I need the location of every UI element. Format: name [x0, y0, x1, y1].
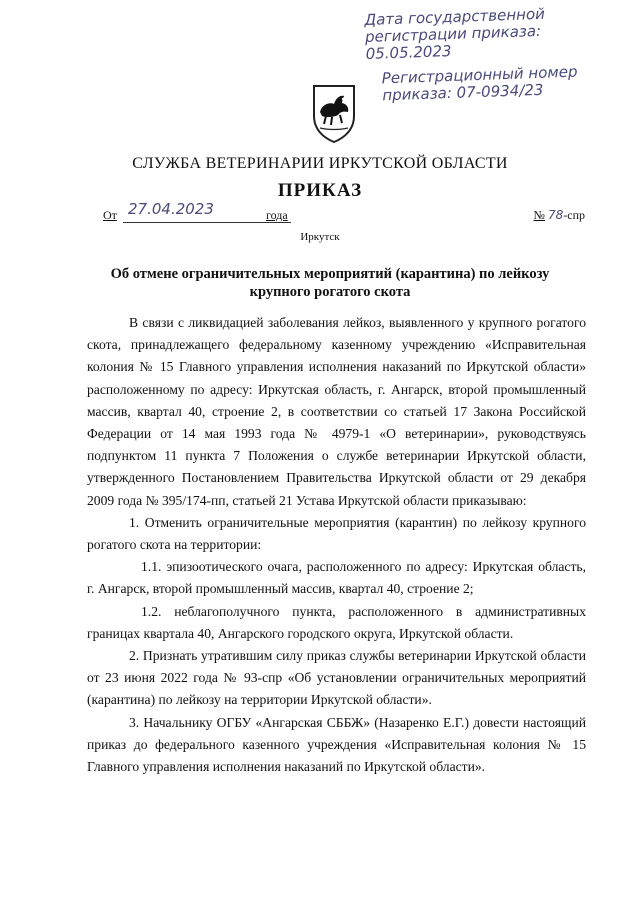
handwritten-line: регистрации приказа:	[364, 21, 542, 47]
order-item-1: 1. Отменить ограничительные мероприятия (карантин) по лейкозу крупного рогатого скота на территории:	[87, 514, 586, 553]
order-item-3: 3. Начальнику ОГБУ «Ангарская СББЖ» (Назаренко Е.Г.) довести настоящий приказ до федерального казенного учреждения «Исправительная колония № 15 Главного управления исполнения наказаний по Иркутской области».	[87, 714, 586, 775]
number-suffix: -спр	[563, 208, 585, 222]
handwritten-line: Дата государственной	[364, 4, 546, 30]
preamble-paragraph: В связи с ликвидацией заболевания лейкоз, выявленного у крупного рогатого скота, принадлежащего федеральному казенному учреждению «Исправительная колония № 15 Главного управления исполнения наказаний по Иркутской области» расположенному по адресу: Иркутская область, г. Ангарск, второй промышленный массив, квартал 40, строение 2, в соответствии со статьей 17 Закона Российской Федерации от 14 мая 1993 года № 4979-1 «О ветеринарии», руководствуясь подпунктом 11 пункта 7 Положения о службе ветеринарии Иркутской области, утвержденного Постановлением Правительства Иркутской области от 29 декабря 2009 года № 395/174-пп, статьей 21 Устава Иркутской области приказываю:	[87, 315, 586, 508]
handwritten-registration-date	[364, 4, 596, 63]
handwritten-number: 78	[547, 208, 564, 222]
from-label: От	[103, 208, 117, 222]
order-subject: Об отмене ограничительных мероприятий (карантина) по лейкозу крупного рогатого скота	[110, 266, 550, 300]
handwritten-line: приказа: 07-0934/23	[382, 80, 544, 105]
document-title: ПРИКАЗ	[277, 180, 363, 201]
coat-of-arms-icon	[310, 82, 358, 144]
order-item-1-1: 1.1. эпизоотического очага, расположенного по адресу: Иркутская область, г. Ангарск, второй промышленный массив, квартал 40, строение 2;	[87, 559, 586, 597]
organization-name: СЛУЖБА ВЕТЕРИНАРИИ ИРКУТСКОЙ ОБЛАСТИ	[132, 155, 508, 172]
handwritten-date: 27.04.2023	[128, 200, 214, 218]
city-name: Иркутск	[300, 231, 340, 243]
order-body	[87, 312, 586, 778]
year-label: года	[266, 208, 288, 222]
handwritten-line: 05.05.2023	[365, 42, 452, 63]
date-number-line	[103, 200, 585, 226]
handwritten-line: Регистрационный номер	[381, 62, 578, 88]
number-sign: №	[533, 208, 545, 222]
order-item-2: 2. Признать утратившим силу приказ службы ветеринарии Иркутской области от 23 июня 2022 года № 93-спр «Об установлении ограничительных мероприятий (карантина) по лейкозу на территории Иркутской области».	[87, 648, 586, 708]
handwritten-registration-number	[381, 62, 632, 105]
order-number	[534, 208, 585, 223]
order-item-1-2: 1.2. неблагополучного пункта, расположенного в административных границах квартала 40, Ангарского городского округа, Иркутской области.	[87, 603, 586, 641]
